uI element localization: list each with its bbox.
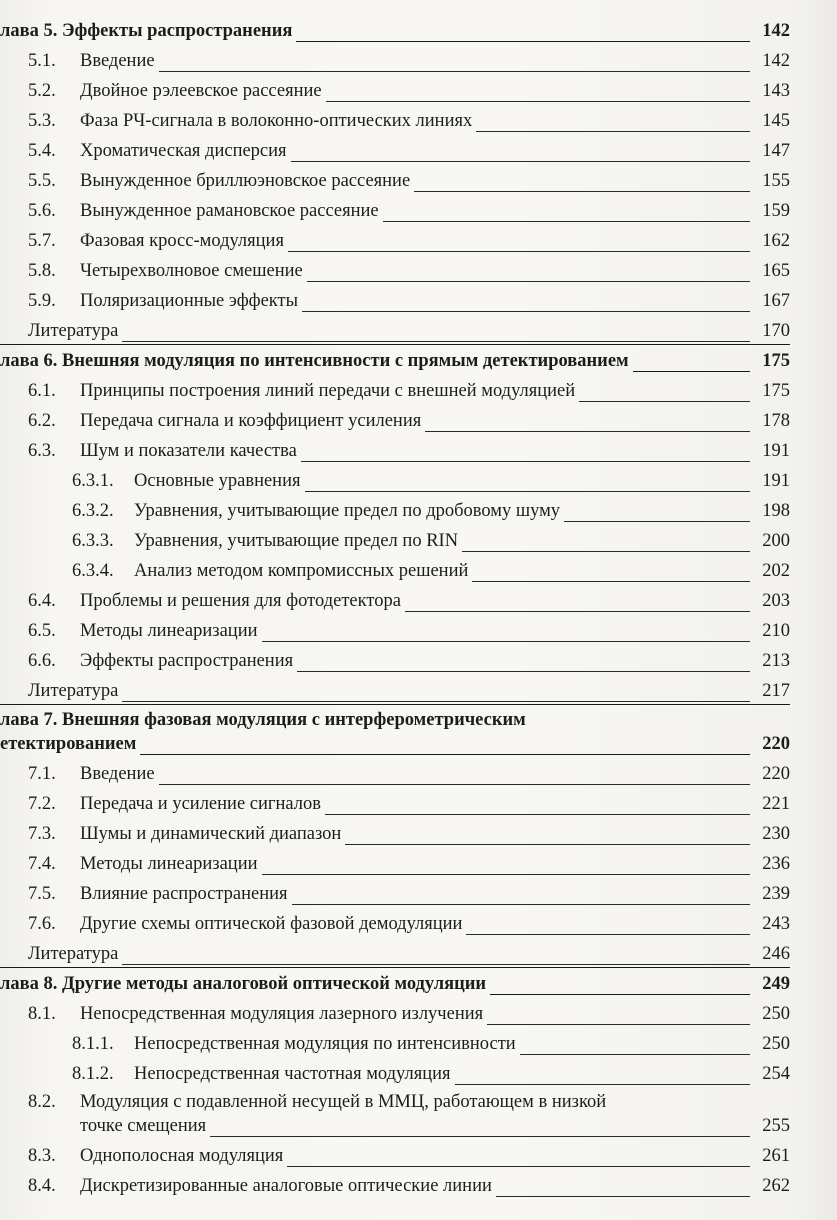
toc-literature-entry — [0, 314, 790, 344]
entry-title-group — [0, 650, 293, 674]
section-title: Вынужденное рамановское рассеяние — [80, 201, 379, 221]
entry-title-group — [0, 590, 401, 614]
toc-chapter-entry — [0, 344, 790, 374]
chapter-title-line2-row — [0, 731, 790, 757]
toc-section-entry — [0, 134, 790, 164]
toc-section-entry — [0, 787, 790, 817]
section-title: Хроматическая дисперсия — [80, 141, 287, 161]
section-number: 8.2. — [28, 1092, 56, 1112]
toc-subsection-entry — [0, 1027, 790, 1057]
section-title: Влияние распространения — [80, 884, 288, 904]
page-number: 246 — [762, 944, 790, 964]
section-title-line2: точке смещения — [80, 1116, 207, 1136]
toc-section-entry — [0, 1139, 790, 1169]
entry-title-group — [0, 410, 421, 434]
page-number: 162 — [762, 231, 790, 251]
toc-section-entry — [0, 817, 790, 847]
leader-line — [122, 340, 750, 342]
entry-title-group — [0, 200, 379, 224]
page-edge-shadow — [791, 0, 837, 1220]
section-title-line1: Модуляция с подавленной несущей в ММЦ, работающем в низкой — [80, 1092, 607, 1112]
entry-title-group — [0, 1175, 492, 1199]
page-number: 217 — [762, 681, 790, 701]
subsection-number: 6.3.2. — [72, 501, 114, 521]
entry-title-group — [0, 230, 284, 254]
page-number: 142 — [762, 21, 790, 41]
section-title: Принципы построения линий передачи с внешней модуляцией — [80, 381, 576, 401]
leader-line — [487, 1023, 750, 1025]
section-number: 6.3. — [28, 441, 56, 461]
leader-line — [496, 1195, 750, 1197]
toc-section-entry — [0, 644, 790, 674]
entry-title-group — [0, 560, 468, 584]
leader-line — [307, 280, 750, 282]
page-number: 255 — [762, 1116, 790, 1136]
subsection-title: Анализ методом компромиссных решений — [134, 561, 469, 581]
toc-section-entry — [0, 1087, 790, 1139]
entry-title-group — [0, 110, 472, 134]
toc-literature-entry — [0, 674, 790, 704]
leader-line — [472, 580, 750, 582]
entry-title-group — [0, 620, 258, 644]
section-number: 5.1. — [28, 51, 56, 71]
chapter-title: лава 5. Эффекты распространения — [0, 21, 293, 41]
leader-line — [210, 1135, 750, 1137]
page-number: 191 — [762, 441, 790, 461]
entry-title-group — [0, 823, 341, 847]
section-number: 6.1. — [28, 381, 56, 401]
section-number: 7.5. — [28, 884, 56, 904]
page-number: 159 — [762, 201, 790, 221]
toc-section-entry — [0, 847, 790, 877]
leader-line — [405, 610, 750, 612]
page-number: 220 — [762, 764, 790, 784]
section-title: Другие схемы оптической фазовой демодуляции — [80, 914, 463, 934]
page-number: 147 — [762, 141, 790, 161]
section-title: Передача сигнала и коэффициент усиления — [80, 411, 422, 431]
section-number: 6.4. — [28, 591, 56, 611]
page-number: 167 — [762, 291, 790, 311]
section-number: 5.7. — [28, 231, 56, 251]
leader-line — [297, 670, 750, 672]
section-number: 5.3. — [28, 111, 56, 131]
section-title: Проблемы и решения для фотодетектора — [80, 591, 401, 611]
page-number: 236 — [762, 854, 790, 874]
page-number: 220 — [762, 734, 790, 754]
page-number: 145 — [762, 111, 790, 131]
subsection-number: 6.3.3. — [72, 531, 114, 551]
section-number: 8.1. — [28, 1004, 56, 1024]
section-title: Эффекты распространения — [80, 651, 294, 671]
section-title: Шум и показатели качества — [80, 441, 297, 461]
entry-title-group — [0, 140, 287, 164]
leader-line — [326, 100, 750, 102]
section-title: Вынужденное бриллюэновское рассеяние — [80, 171, 411, 191]
toc-section-entry — [0, 74, 790, 104]
toc-section-entry — [0, 907, 790, 937]
entry-title-group — [0, 290, 298, 314]
literature-title: Литература — [28, 944, 119, 964]
entry-title-group — [0, 50, 155, 74]
toc-section-entry — [0, 44, 790, 74]
section-title: Фазовая кросс-модуляция — [80, 231, 284, 251]
toc-section-entry — [0, 1169, 790, 1199]
section-number: 7.2. — [28, 794, 56, 814]
entry-title-group — [0, 380, 575, 404]
page-number: 165 — [762, 261, 790, 281]
leader-line — [122, 963, 750, 965]
entry-title-group — [0, 1033, 516, 1057]
table-of-contents — [0, 14, 790, 1199]
page-number: 250 — [762, 1004, 790, 1024]
section-number: 7.4. — [28, 854, 56, 874]
entry-title-group — [0, 1145, 283, 1169]
page-number: 191 — [762, 471, 790, 491]
subsection-title: Уравнения, учитывающие предел по RIN — [134, 531, 459, 551]
toc-subsection-entry — [0, 524, 790, 554]
section-number: 7.3. — [28, 824, 56, 844]
leader-line — [287, 1165, 750, 1167]
section-title: Непосредственная модуляция лазерного излучения — [80, 1004, 484, 1024]
page-number: 250 — [762, 1034, 790, 1054]
leader-line — [305, 490, 751, 492]
chapter-title: лава 8. Другие методы аналоговой оптической модуляции — [0, 974, 487, 994]
page-number: 210 — [762, 621, 790, 641]
page-number: 202 — [762, 561, 790, 581]
page-number: 178 — [762, 411, 790, 431]
toc-section-entry — [0, 434, 790, 464]
entry-title-group — [0, 260, 303, 284]
subsection-title: Основные уравнения — [134, 471, 301, 491]
subsection-number: 6.3.4. — [72, 561, 114, 581]
toc-chapter-entry — [0, 14, 790, 44]
page-number: 155 — [762, 171, 790, 191]
leader-line — [301, 460, 750, 462]
leader-line — [302, 310, 750, 312]
leader-line — [122, 700, 750, 702]
section-title: Дискретизированные аналоговые оптические линии — [80, 1176, 492, 1196]
toc-section-entry — [0, 404, 790, 434]
toc-section-entry — [0, 374, 790, 404]
entry-title-group — [0, 1003, 483, 1027]
leader-line — [633, 370, 750, 372]
section-number: 6.2. — [28, 411, 56, 431]
chapter-title-line2: етектированием — [0, 734, 137, 754]
section-number: 5.2. — [28, 81, 56, 101]
entry-title-group — [0, 170, 410, 194]
section-number: 5.9. — [28, 291, 56, 311]
toc-section-entry — [0, 584, 790, 614]
toc-section-entry — [0, 194, 790, 224]
leader-line — [159, 783, 750, 785]
section-number: 6.6. — [28, 651, 56, 671]
literature-title: Литература — [28, 681, 119, 701]
section-title: Однополосная модуляция — [80, 1146, 284, 1166]
entry-title-group — [0, 530, 458, 554]
entry-title-group — [0, 80, 322, 104]
page-number: 221 — [762, 794, 790, 814]
page-number: 254 — [762, 1064, 790, 1084]
toc-section-entry — [0, 164, 790, 194]
page-number: 198 — [762, 501, 790, 521]
page-number: 243 — [762, 914, 790, 934]
page-number: 249 — [762, 974, 790, 994]
leader-line — [455, 1083, 750, 1085]
toc-section-entry — [0, 877, 790, 907]
section-number: 5.8. — [28, 261, 56, 281]
leader-line — [262, 640, 751, 642]
page-number: 262 — [762, 1176, 790, 1196]
section-title: Методы линеаризации — [80, 854, 258, 874]
leader-line — [325, 813, 750, 815]
section-title-line1-row — [0, 1087, 790, 1113]
toc-section-entry — [0, 614, 790, 644]
page-number: 261 — [762, 1146, 790, 1166]
leader-line — [414, 190, 750, 192]
section-title: Передача и усиление сигналов — [80, 794, 321, 814]
page-number: 175 — [762, 381, 790, 401]
subsection-number: 8.1.1. — [72, 1034, 114, 1054]
leader-line — [579, 400, 750, 402]
page-number: 230 — [762, 824, 790, 844]
leader-line — [296, 40, 750, 42]
chapter-title: лава 6. Внешняя модуляция по интенсивности с прямым детектированием — [0, 351, 629, 371]
subsection-number: 8.1.2. — [72, 1064, 114, 1084]
page-number: 142 — [762, 51, 790, 71]
leader-line — [159, 70, 750, 72]
section-number: 8.3. — [28, 1146, 56, 1166]
toc-chapter-entry — [0, 704, 790, 757]
page-number: 170 — [762, 321, 790, 341]
entry-title-group — [0, 763, 155, 787]
section-number: 6.5. — [28, 621, 56, 641]
chapter-title-line1: лава 7. Внешняя фазовая модуляция с интерферометрическим — [0, 710, 526, 730]
page-number: 200 — [762, 531, 790, 551]
entry-title-group — [0, 1063, 451, 1087]
toc-chapter-entry — [0, 967, 790, 997]
leader-line — [462, 550, 750, 552]
page-number: 175 — [762, 351, 790, 371]
toc-subsection-entry — [0, 464, 790, 494]
section-title: Шумы и динамический диапазон — [80, 824, 342, 844]
entry-title-group — [0, 470, 301, 494]
entry-title-group — [0, 500, 560, 524]
leader-line — [425, 430, 750, 432]
leader-line — [291, 160, 750, 162]
section-number: 5.6. — [28, 201, 56, 221]
subsection-title: Непосредственная частотная модуляция — [134, 1064, 451, 1084]
section-number: 7.6. — [28, 914, 56, 934]
section-title: Введение — [80, 51, 155, 71]
section-title: Введение — [80, 764, 155, 784]
section-title: Двойное рэлеевское рассеяние — [80, 81, 322, 101]
leader-line — [383, 220, 750, 222]
leader-line — [262, 873, 751, 875]
toc-section-entry — [0, 104, 790, 134]
section-number: 5.4. — [28, 141, 56, 161]
page-number: 213 — [762, 651, 790, 671]
entry-title-group — [0, 440, 297, 464]
toc-section-entry — [0, 997, 790, 1027]
leader-line — [520, 1053, 750, 1055]
leader-line — [476, 130, 750, 132]
toc-subsection-entry — [0, 1057, 790, 1087]
leader-line — [140, 753, 750, 755]
toc-subsection-entry — [0, 494, 790, 524]
leader-line — [564, 520, 750, 522]
section-title: Методы линеаризации — [80, 621, 258, 641]
subsection-title: Уравнения, учитывающие предел по дробовому шуму — [134, 501, 561, 521]
section-title: Поляризационные эффекты — [80, 291, 299, 311]
toc-section-entry — [0, 224, 790, 254]
page-number: 143 — [762, 81, 790, 101]
entry-title-group — [0, 913, 462, 937]
entry-title-group — [0, 793, 321, 817]
section-number: 8.4. — [28, 1176, 56, 1196]
page-number: 203 — [762, 591, 790, 611]
toc-subsection-entry — [0, 554, 790, 584]
page-number: 239 — [762, 884, 790, 904]
entry-title-group — [0, 853, 258, 877]
toc-section-entry — [0, 757, 790, 787]
subsection-number: 6.3.1. — [72, 471, 114, 491]
toc-section-entry — [0, 254, 790, 284]
subsection-title: Непосредственная модуляция по интенсивности — [134, 1034, 516, 1054]
leader-line — [466, 933, 750, 935]
section-number: 7.1. — [28, 764, 56, 784]
section-title: Фаза РЧ-сигнала в волоконно-оптических линиях — [80, 111, 473, 131]
section-title-line2-row — [0, 1113, 790, 1139]
leader-line — [490, 993, 750, 995]
literature-title: Литература — [28, 321, 119, 341]
toc-literature-entry — [0, 937, 790, 967]
section-number: 5.5. — [28, 171, 56, 191]
leader-line — [288, 250, 750, 252]
toc-section-entry — [0, 284, 790, 314]
entry-title-group — [0, 883, 288, 907]
leader-line — [292, 903, 750, 905]
leader-line — [345, 843, 750, 845]
section-title: Четырехволновое смешение — [80, 261, 303, 281]
